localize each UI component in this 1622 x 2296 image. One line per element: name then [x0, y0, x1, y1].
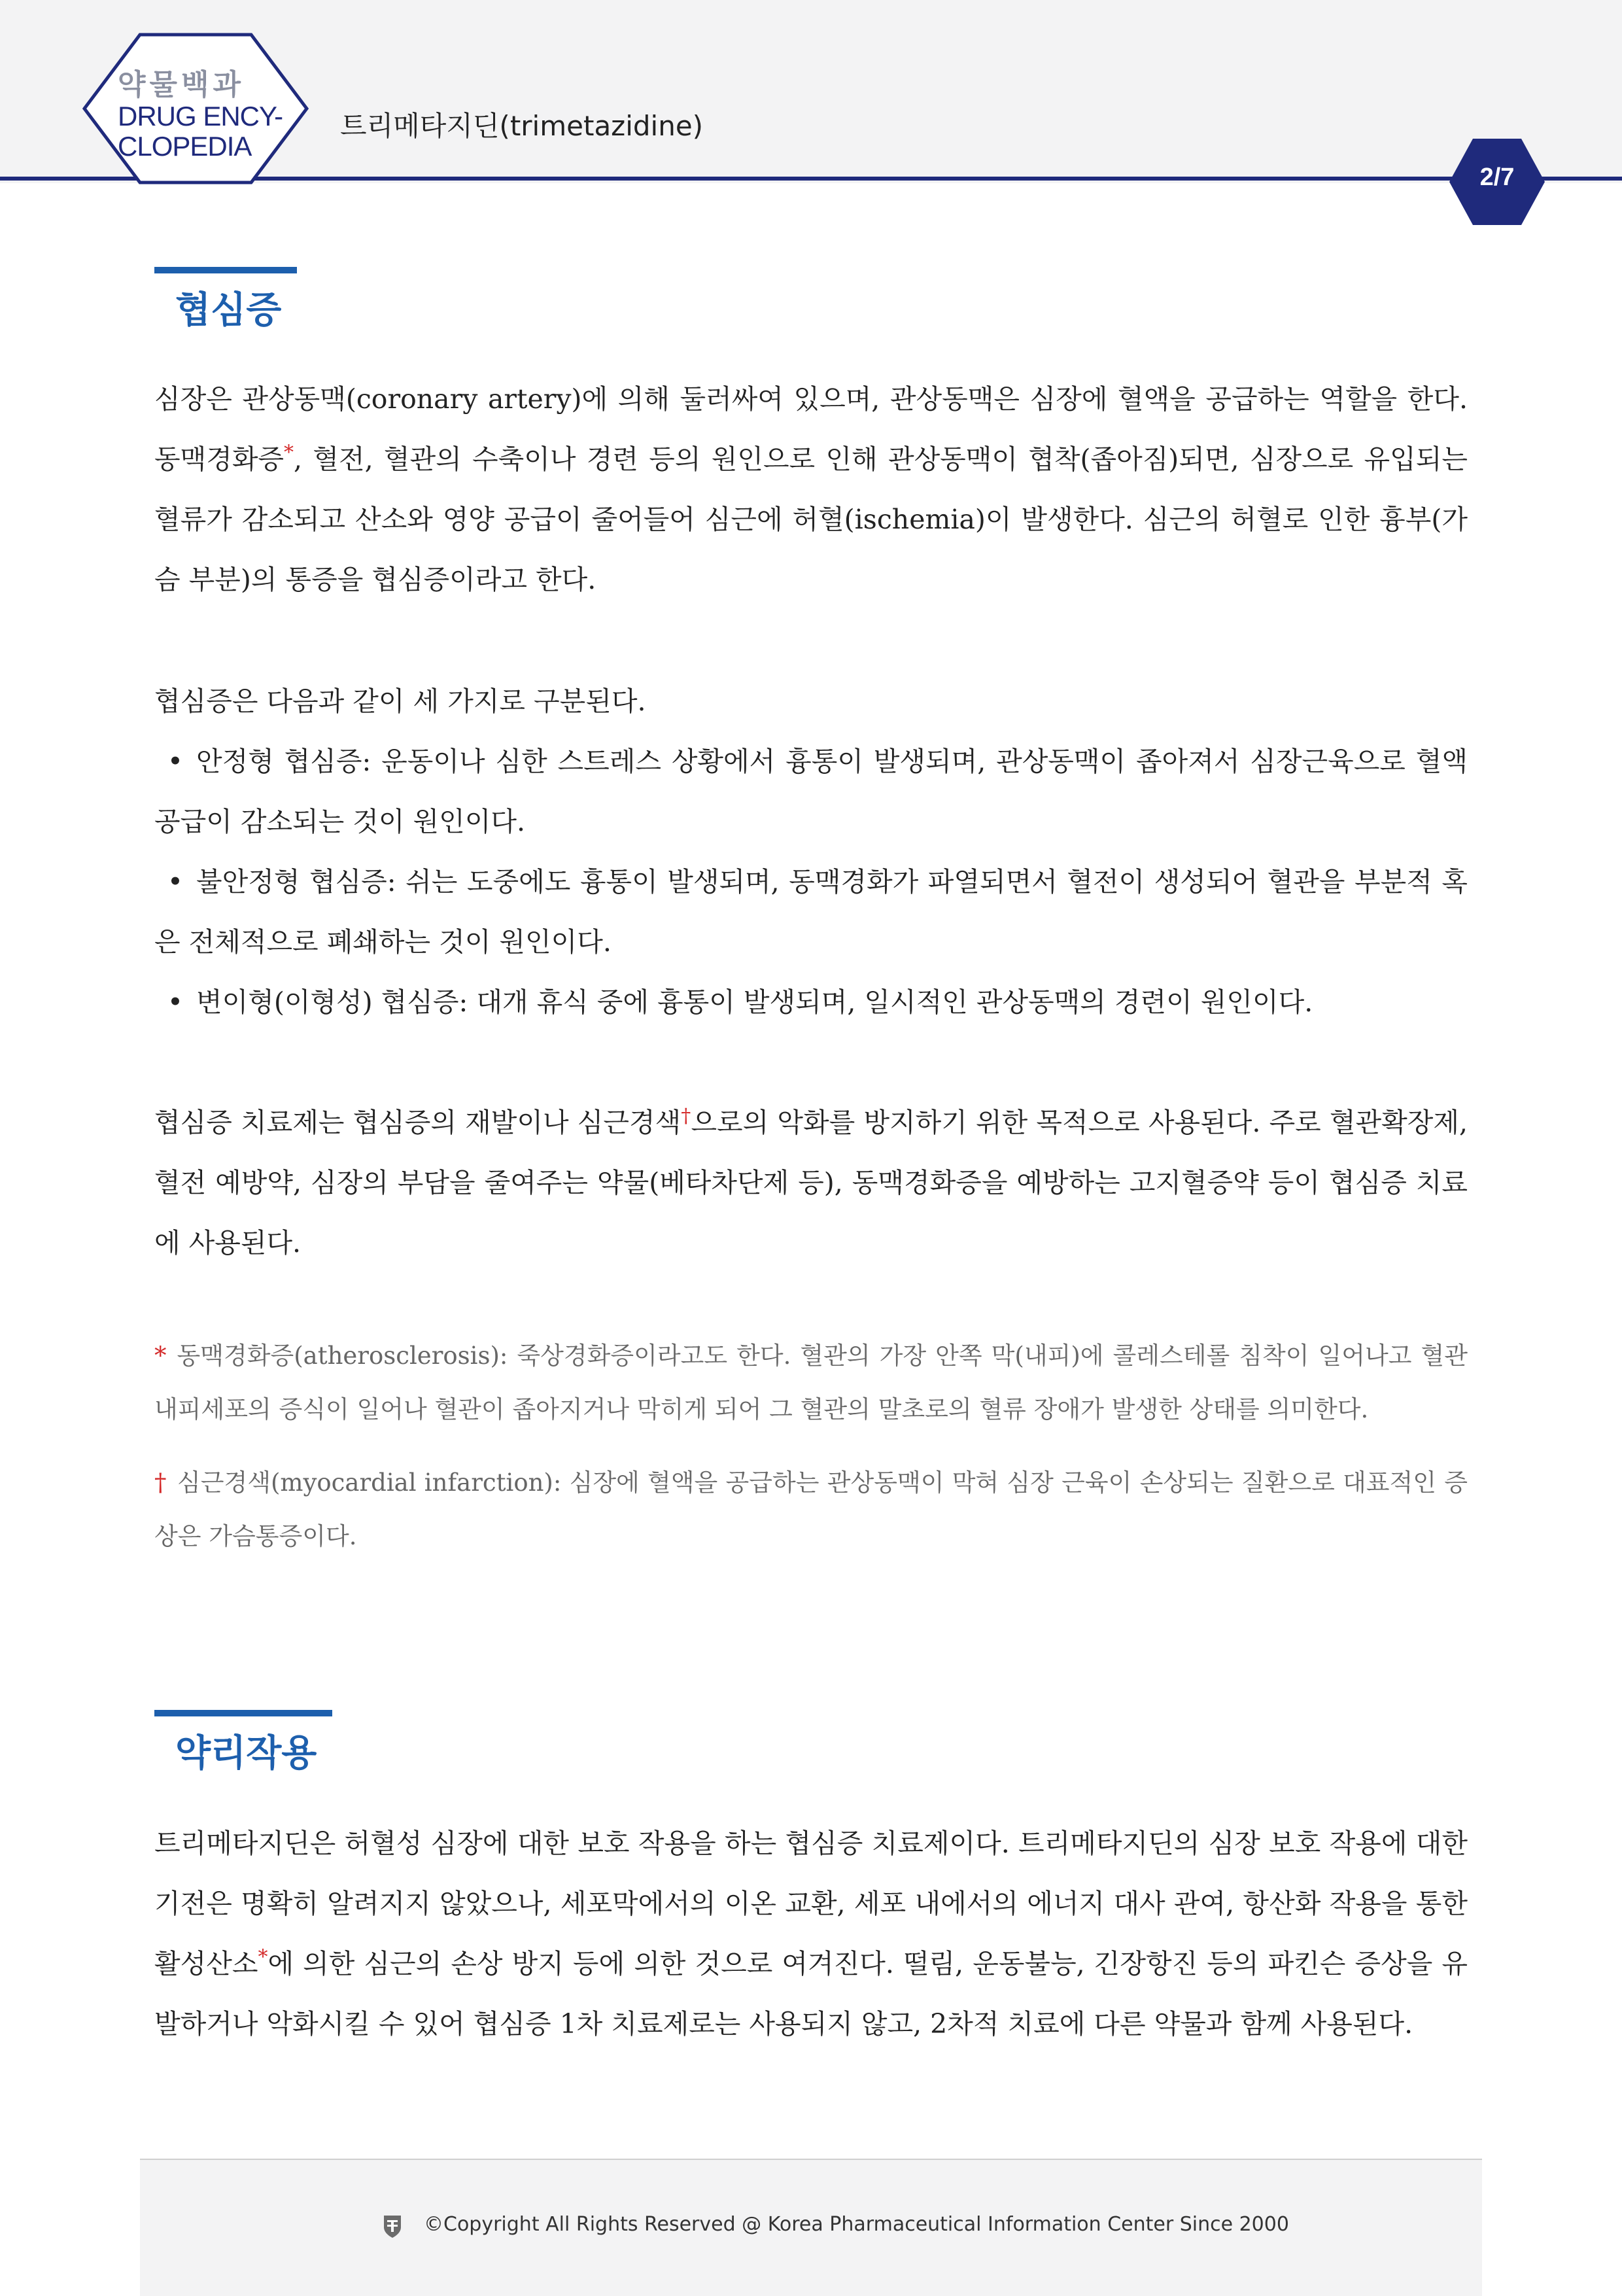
logo-korean: 약물백과	[118, 69, 245, 101]
footnote-atherosclerosis	[154, 1329, 1468, 1436]
paragraph-angina-types-intro: 협심증은 다음과 같이 세 가지로 구분된다.	[154, 686, 646, 717]
logo-english-line2: CLOPEDIA	[118, 131, 252, 162]
logo-english-line1: DRUG ENCY-	[118, 101, 283, 131]
footnote-ref-star: *	[284, 441, 294, 464]
section-title-pharmacology: 약리작용	[175, 1732, 317, 1775]
list-item	[154, 972, 1468, 1032]
bullet-icon: •	[167, 746, 184, 777]
list-item-text: 변이형(이형성) 협심증: 대개 휴식 중에 흉통이 발생되며, 일시적인 관상동맥의 경련이 원인이다.	[196, 986, 1313, 1018]
text-segment: , 혈전, 혈관의 수축이나 경련 등의 원인으로 인해 관상동맥이 협착(좁아짐)되면, 심장으로 유입되는 혈류가 감소되고 산소와 영양 공급이 줄어들어 심근에 허혈(ischemia)이 발생한다. 심근의 허혈로 인한 흉부(가슴 부분)의 통증을 협심증이라고 한다.	[154, 444, 1468, 595]
section-title-bar	[154, 267, 297, 273]
text-segment: 으로의 악화를 방지하기 위한 목적으로 사용된다. 주로 혈관확장제, 혈전 예방약, 심장의 부담을 줄여주는 약물(베타차단제 등), 동맥경화증을 예방하는 고지혈증약 등이 협심증 치료에 사용된다.	[154, 1107, 1468, 1259]
paragraph-angina-treatment	[154, 1092, 1468, 1273]
footnote-text: 동맥경화증(atherosclerosis): 죽상경화증이라고도 한다. 혈관의 가장 안쪽 막(내피)에 콜레스테롤 침착이 일어나고 혈관 내피세포의 증식이 일어나 혈관이 좁아지거나 막히게 되어 그 혈관의 말초로의 혈류 장애가 발생한 상태를 의미한다.	[154, 1342, 1468, 1423]
document-title: 트리메타지딘(trimetazidine)	[340, 110, 704, 142]
footnote-ref-star: *	[258, 1945, 268, 1969]
footnote-myocardial-infarction	[154, 1456, 1468, 1563]
list-item	[154, 731, 1468, 852]
paragraph-pharmacology	[154, 1813, 1468, 2054]
footnote-marker: *	[154, 1342, 167, 1370]
footnote-marker: †	[154, 1469, 167, 1497]
logo	[118, 69, 288, 162]
list-item-text: 불안정형 협심증: 쉬는 도중에도 흉통이 발생되며, 동맥경화가 파열되면서 혈전이 생성되어 혈관을 부분적 혹은 전체적으로 폐쇄하는 것이 원인이다.	[154, 866, 1468, 958]
text-segment: 심장은 관상동맥(coronary artery)에 의해 둘러싸여 있으며, 관상동맥은 심장에 혈액을 공급하는 역할을 한다. 동맥경화증	[154, 383, 1468, 475]
footnote-text: 심근경색(myocardial infarction): 심장에 혈액을 공급하는 관상동맥이 막혀 심장 근육이 손상되는 질환으로 대표적인 증상은 가슴통증이다.	[154, 1469, 1468, 1550]
page-number: 2/7	[1479, 164, 1515, 191]
paragraph-angina-definition	[154, 369, 1468, 610]
bullet-icon: •	[167, 866, 184, 897]
text-segment: 에 의한 심근의 손상 방지 등에 의한 것으로 여겨진다. 떨림, 운동불능, 긴장항진 등의 파킨슨 증상을 유발하거나 악화시킬 수 있어 협심증 1차 치료제로는 사용되지 않고, 2차적 치료에 다른 약물과 함께 사용된다.	[154, 1948, 1468, 2040]
text-segment: 협심증 치료제는 협심증의 재발이나 심근경색	[154, 1107, 682, 1138]
section-title-bar	[154, 1710, 332, 1716]
footnote-ref-dagger: †	[681, 1104, 691, 1128]
shield-icon	[383, 2214, 402, 2239]
bullet-icon: •	[167, 986, 184, 1018]
section-title-angina: 협심증	[175, 289, 282, 332]
list-item	[154, 852, 1468, 972]
copyright-text: ©Copyright All Rights Reserved @ Korea Pharmaceutical Information Center Since 2000	[424, 2213, 1289, 2236]
text-segment: 트리메타지딘은 허혈성 심장에 대한 보호 작용을 하는 협심증 치료제이다. 트리메타지딘의 심장 보호 작용에 대한 기전은 명확히 알려지지 않았으나, 세포막에서의 이온 교환, 세포 내에서의 에너지 대사 관여, 항산화 작용을 통한 활성산소	[154, 1828, 1468, 1979]
list-item-text: 안정형 협심증: 운동이나 심한 스트레스 상황에서 흉통이 발생되며, 관상동맥이 좁아져서 심장근육으로 혈액공급이 감소되는 것이 원인이다.	[154, 746, 1468, 837]
